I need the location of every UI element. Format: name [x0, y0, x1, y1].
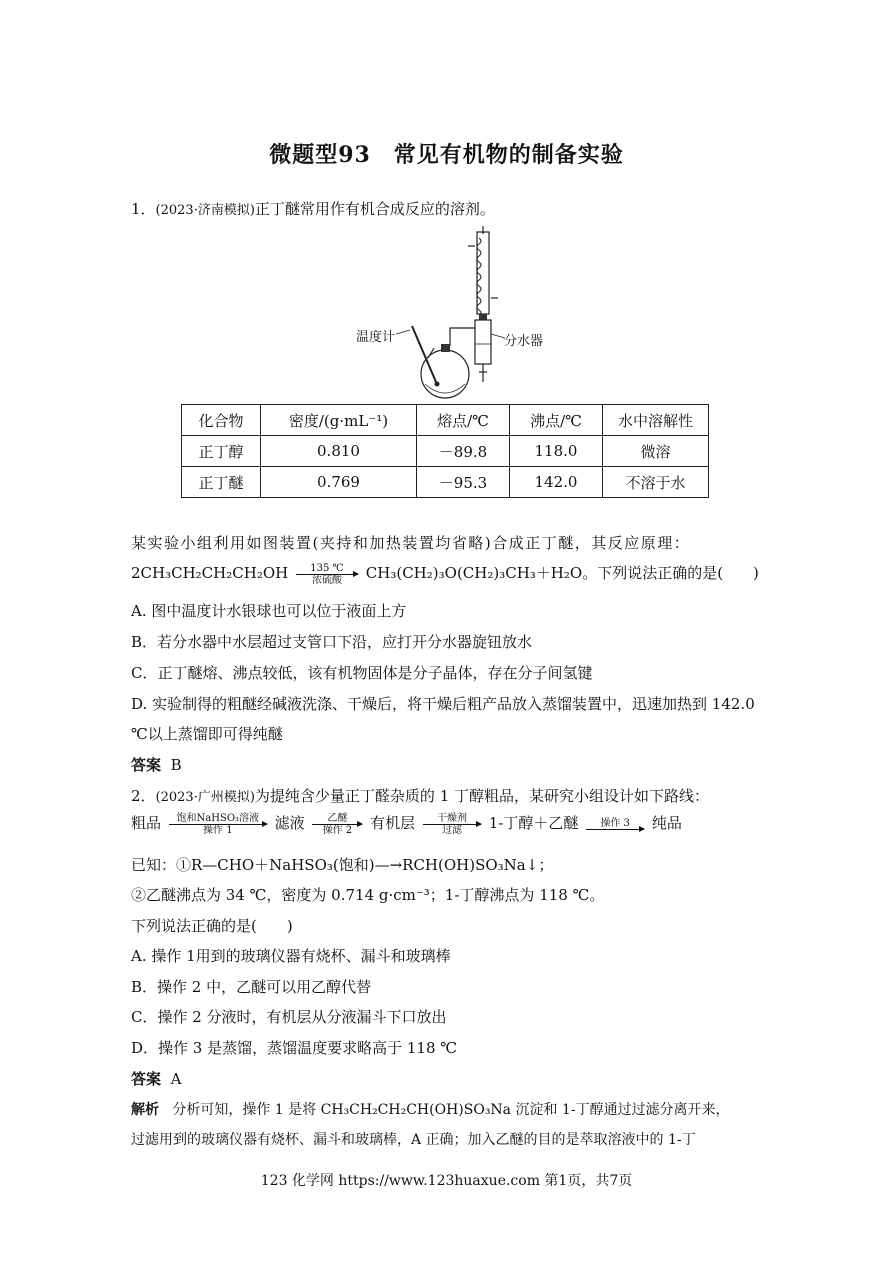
- reaction-reactants: 2CH₃CH₂CH₂CH₂OH: [131, 564, 289, 582]
- page-title: 微题型93 常见有机物的制备实验: [269, 142, 624, 168]
- q1-stem: 某实验小组利用如图装置(夹持和加热装置均省略)合成正丁醚，其反应原理：: [131, 534, 691, 552]
- thermometer-label: 温度计: [356, 330, 396, 345]
- route-arrow: [169, 813, 267, 836]
- q1-option-c: C．正丁醚熔、沸点较低，该有机物固体是分子晶体，存在分子间氢键: [131, 664, 593, 682]
- route-arrow-bottom: 过滤: [441, 824, 462, 836]
- reaction-condition-bottom: 浓硫酸: [312, 574, 342, 586]
- properties-table: [181, 404, 709, 498]
- answer-label: 答案: [131, 756, 162, 774]
- page-footer: 123 化学网 https://www.123huaxue.com 第1页，共7页: [260, 1173, 633, 1189]
- route-arrow: [586, 818, 644, 830]
- route-step: 1-丁醇＋乙醚: [488, 814, 579, 832]
- q2-intro-text: 为提纯含少量正丁醛杂质的 1 丁醇粗品，某研究小组设计如下路线：: [254, 787, 710, 805]
- table-cell: 0.810: [261, 436, 417, 467]
- table-cell: 正丁醚: [182, 467, 261, 498]
- reaction-condition-top: 135 ℃: [310, 562, 344, 574]
- table-header: 水中溶解性: [603, 405, 709, 436]
- analysis-text: 分析可知，操作 1 是将 CH₃CH₂CH₂CH(OH)SO₃Na 沉淀和 1-丁醇通过过滤分离开来，: [172, 1102, 730, 1118]
- q1-intro: [131, 198, 495, 219]
- q1-option-d: D. 实验制得的粗醚经碱液洗涤、干燥后，将干燥后粗产品放入蒸馏装置中，迅速加热到 142.0: [131, 695, 755, 713]
- answer-value: B: [170, 756, 182, 774]
- q2-analysis-1: [131, 1099, 730, 1119]
- q2-option-c: C．操作 2 分液时，有机层从分液漏斗下口放出: [131, 1008, 447, 1026]
- route-arrow: [423, 813, 481, 836]
- q1-option-d-cont: ℃以上蒸馏即可得纯醚: [131, 725, 283, 743]
- q2-route: [131, 812, 682, 836]
- route-arrow-top: 操作 3: [600, 818, 630, 829]
- q2-known-1: 已知：①R—CHO＋NaHSO₃(饱和)—→RCH(OH)SO₃Na↓；: [131, 856, 554, 874]
- table-header: 熔点/℃: [417, 405, 510, 436]
- table-cell: 118.0: [510, 436, 603, 467]
- q2-option-b: B．操作 2 中，乙醚可以用乙醇代替: [131, 978, 372, 996]
- reaction-arrow: [296, 563, 358, 586]
- apparatus-diagram: [350, 226, 550, 402]
- route-step: 有机层: [370, 814, 416, 832]
- q1-option-a: A. 图中温度计水银球也可以位于液面上方: [131, 602, 407, 620]
- table-row: [182, 436, 709, 467]
- route-step: 纯品: [651, 814, 682, 832]
- route-arrow: [312, 813, 362, 836]
- arrow-line: [586, 829, 644, 830]
- route-step: 滤液: [274, 814, 305, 832]
- q1-answer: [131, 754, 182, 775]
- q2-answer: [131, 1068, 181, 1089]
- table-cell: 142.0: [510, 467, 603, 498]
- q2-number: 2．: [131, 787, 156, 805]
- answer-label: 答案: [131, 1070, 162, 1088]
- q1-source: (2023·济南模拟): [155, 203, 255, 218]
- route-arrow-top: 饱和NaHSO₃溶液: [176, 812, 260, 824]
- arrow-line: [312, 824, 362, 825]
- route-arrow-bottom: 操作 1: [203, 824, 233, 836]
- q2-intro: [131, 785, 709, 806]
- table-cell: －95.3: [417, 467, 510, 498]
- reaction-products: CH₃(CH₂)₃O(CH₂)₃CH₃＋H₂O。下列说法正确的是( ): [365, 564, 759, 582]
- route-arrow-bottom: 操作 2: [322, 824, 353, 836]
- q2-analysis-2: 过滤用到的玻璃仪器有烧杯、漏斗和玻璃棒，A 正确；加入乙醚的目的是萃取溶液中的 1-丁: [131, 1132, 696, 1148]
- q2-known-2: ②乙醚沸点为 34 ℃，密度为 0.714 g·cm⁻³；1-丁醇沸点为 118 ℃。: [131, 886, 605, 904]
- table-header: 化合物: [182, 405, 261, 436]
- route-arrow-top: 干燥剂: [436, 812, 467, 824]
- table-row: [182, 467, 709, 498]
- route-arrow-top: 乙醚: [327, 812, 348, 824]
- q2-source: (2023·广州模拟): [155, 790, 255, 805]
- q1-option-b: B．若分水器中水层超过支管口下沿，应打开分水器旋钮放水: [131, 633, 533, 651]
- route-step: 粗品: [131, 814, 162, 832]
- table-cell: 正丁醇: [182, 436, 261, 467]
- separator-label: 分水器: [504, 334, 544, 349]
- q1-reaction: [131, 562, 759, 586]
- q2-option-d: D．操作 3 是蒸馏，蒸馏温度要求略高于 118 ℃: [131, 1039, 458, 1057]
- arrow-line: [423, 824, 481, 825]
- table-header-row: [182, 405, 709, 436]
- q2-option-a: A. 操作 1用到的玻璃仪器有烧杯、漏斗和玻璃棒: [131, 947, 451, 965]
- table-cell: 0.769: [261, 467, 417, 498]
- q2-question: 下列说法正确的是( ): [131, 917, 293, 935]
- table-header: 沸点/℃: [510, 405, 603, 436]
- table-cell: －89.8: [417, 436, 510, 467]
- arrow-line: [296, 574, 358, 575]
- answer-value: A: [170, 1070, 182, 1088]
- q1-number: 1．: [131, 200, 156, 218]
- table-header: 密度/(g·mL⁻¹): [261, 405, 417, 436]
- analysis-label: 解析: [131, 1102, 159, 1118]
- q1-intro-text: 正丁醚常用作有机合成反应的溶剂。: [254, 200, 495, 218]
- table-cell: 微溶: [603, 436, 709, 467]
- table-cell: 不溶于水: [603, 467, 709, 498]
- arrow-line: [169, 824, 267, 825]
